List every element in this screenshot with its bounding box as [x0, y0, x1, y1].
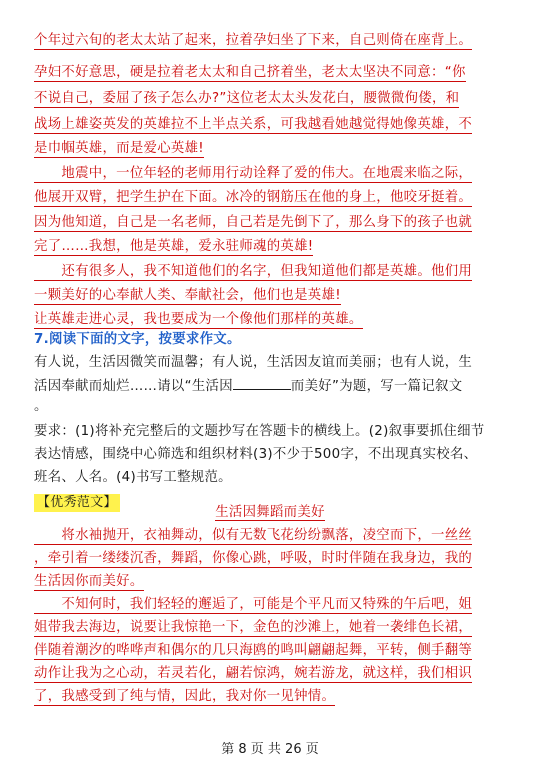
question-text: 活因奉献而灿烂……请以“生活因 而美好”为题，写一篇记叙文	[34, 379, 463, 394]
passage-line: 不说自己，委屈了孩子怎么办?”这位老太太头发花白，腰微微佝偻，和	[34, 91, 460, 106]
question-text: 有人说，生活因微笑而温馨；有人说，生活因友谊而美丽；也有人说，生	[34, 355, 473, 370]
passage-line: 孕妇不好意思，硬是拉着老太太和自己挤着坐，老太太坚决不同意：“你	[34, 65, 466, 80]
essay-line: 生活因你而美好。	[34, 574, 144, 589]
passage-line: 是巾帼英雄，而是爱心英雄!	[34, 141, 204, 156]
passage-line: 战场上雄姿英发的英雄拉不上半点关系，可我越看她越觉得她像英雄，不	[34, 117, 473, 132]
essay-line: 动作让我为之心动，若灵若化，翩若惊鸿，婉若游龙，就这样，我们相识	[34, 666, 473, 681]
page-footer: 第 8 页 共 26 页	[221, 742, 319, 757]
essay-line: 伴随着潮汐的哗哗声和偶尔的几只海鸥的鸣叫翩翩起舞，平转，侧手翻等	[34, 643, 473, 658]
passage-line: 让英雄走进心灵，我也要成为一个像他们那样的英雄。	[34, 312, 363, 327]
essay-line: 将水袖抛开，衣袖舞动，似有无数飞花纷纷飘落，凌空而下，一丝丝	[34, 528, 473, 543]
essay-line: 姐带我去海边，说要让我惊艳一下，金色的沙滩上，她着一袭绯色长裙，	[34, 620, 473, 635]
passage-line: 地震中，一位年轻的老师用行动诠释了爱的伟大。在地震来临之际，	[34, 166, 473, 181]
title-blank	[233, 377, 291, 390]
essay-title: 生活因舞蹈而美好	[215, 505, 325, 520]
passage-line: 个年过六旬的老太太站了起来，拉着孕妇坐了下来，自己则倚在座背上。	[34, 33, 473, 48]
sample-tag: 【优秀范文】	[34, 494, 540, 514]
essay-line: ，牵引着一缕缕沉香，舞蹈，你像心跳，呼吸，时时伴随在我身边，我的	[34, 551, 473, 566]
passage-line: 因为他知道，自己是一名老师，自己若是先倒下了，那么身下的孩子也就	[34, 215, 473, 230]
passage-line: 完了……我想，他是英雄，爱永驻师魂的英雄!	[34, 239, 314, 254]
passage-line: 他展开双臂，把学生护在下面。冰冷的钢筋压在他的身上，他咬牙挺着。	[34, 190, 473, 205]
passage-line: 还有很多人，我不知道他们的名字，但我知道他们都是英雄。他们用	[34, 264, 473, 279]
essay-line: 了，我感受到了纯与情，因此，我对你一见钟情。	[34, 689, 336, 704]
requirement-text: 表达情感，围绕中心筛选和组织材料(3)不少于500字，不出现真实校名、	[34, 447, 478, 462]
question-heading: 7.阅读下面的文字，按要求作文。	[34, 332, 241, 347]
requirement-text: 要求：(1)将补充完整后的文题抄写在答题卡的横线上。(2)叙事要抓住细节	[34, 424, 485, 439]
question-text: 。	[34, 399, 48, 414]
passage-line: 一颗美好的心奉献人类、奉献社会，他们也是英雄!	[34, 288, 341, 303]
requirement-text: 班名、人名。(4)书写工整规范。	[34, 470, 232, 485]
essay-line: 不知何时，我们轻轻的邂逅了，可能是个平凡而又特殊的午后吧，姐	[34, 597, 473, 612]
